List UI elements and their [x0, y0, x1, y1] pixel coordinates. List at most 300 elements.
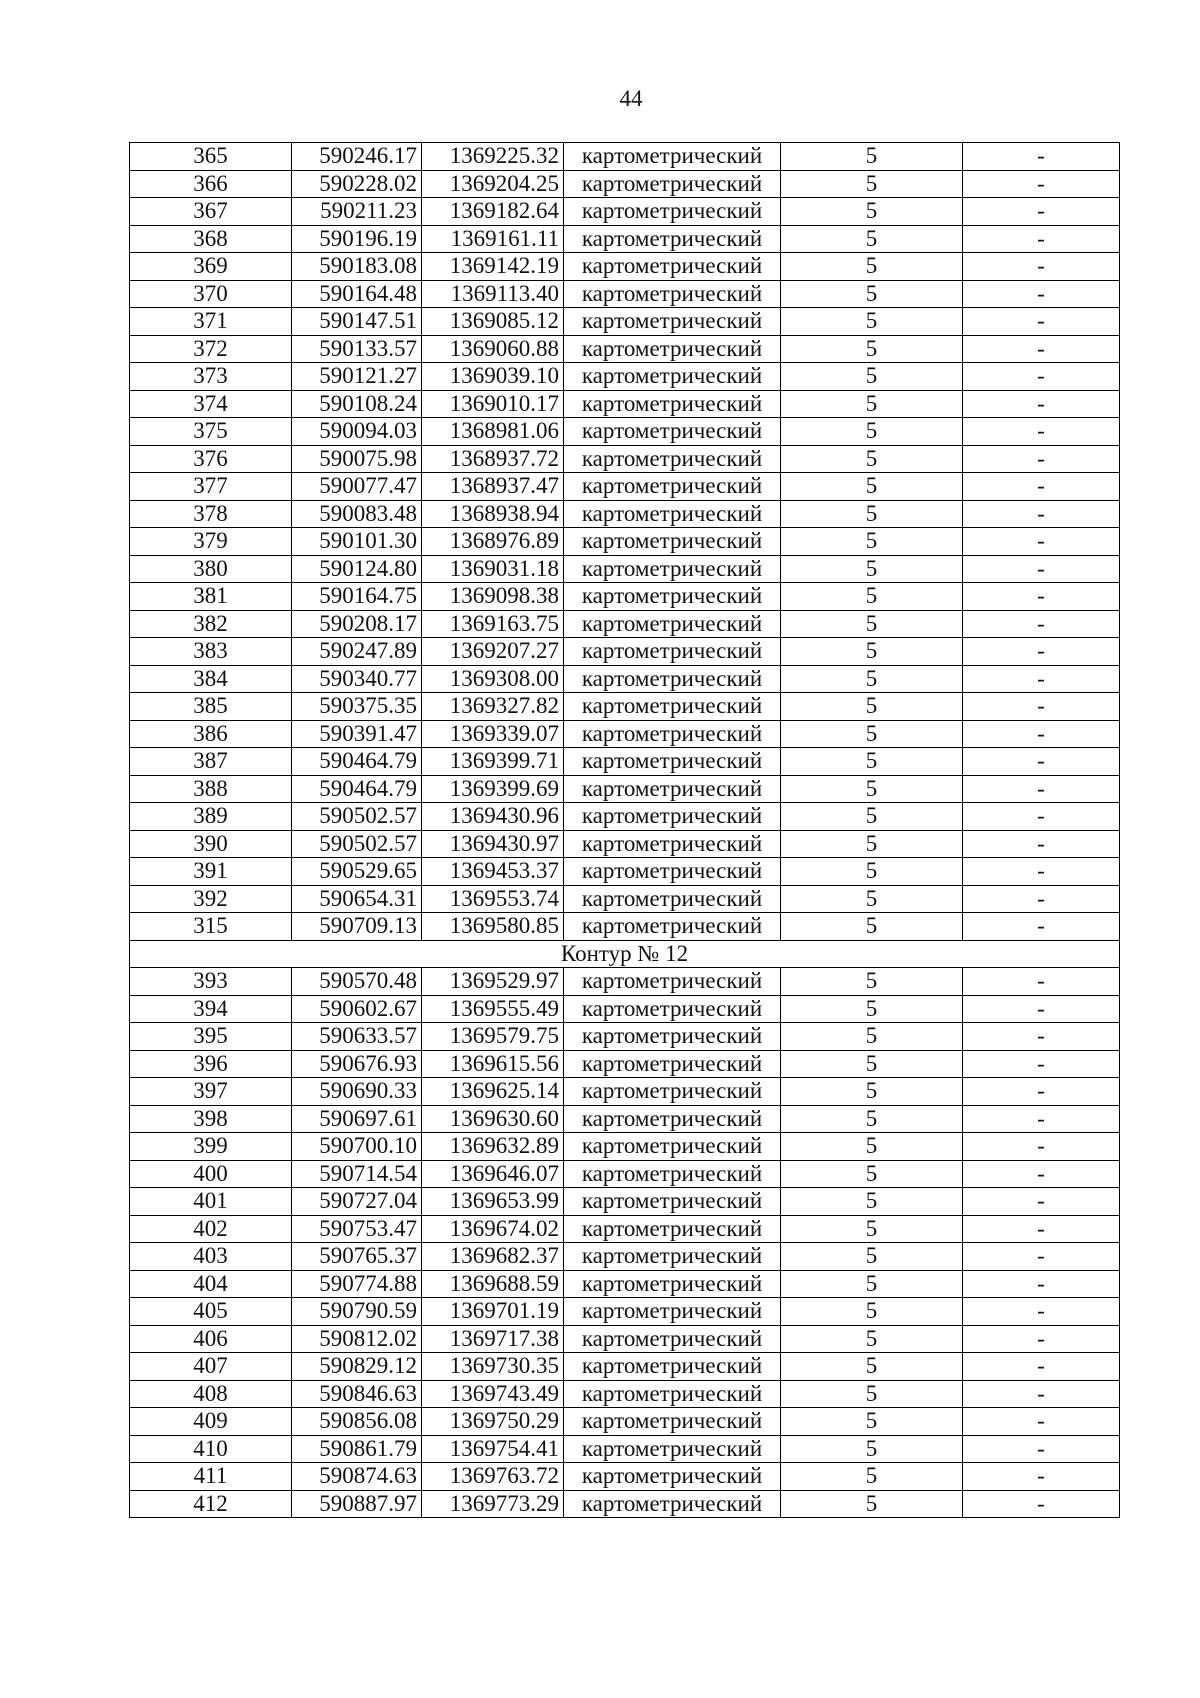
coord-x-cell: 590829.12	[292, 1353, 422, 1381]
contour-title: Контур № 12	[130, 940, 1120, 968]
accuracy-cell: 5	[781, 170, 963, 198]
accuracy-cell: 5	[781, 555, 963, 583]
table-row	[130, 500, 1120, 528]
method-cell: картометрический	[564, 335, 781, 363]
table-row	[130, 225, 1120, 253]
description-cell: -	[963, 1050, 1120, 1078]
method-cell: картометрический	[564, 1215, 781, 1243]
accuracy-cell: 5	[781, 748, 963, 776]
coord-x-cell: 590502.57	[292, 803, 422, 831]
coord-x-cell: 590633.57	[292, 1023, 422, 1051]
description-cell: -	[963, 1188, 1120, 1216]
point-number-cell: 411	[130, 1463, 292, 1491]
coord-y-cell: 1369430.96	[422, 803, 564, 831]
method-cell: картометрический	[564, 225, 781, 253]
description-cell: -	[963, 1133, 1120, 1161]
table-row	[130, 143, 1120, 171]
description-cell: -	[963, 1270, 1120, 1298]
method-cell: картометрический	[564, 308, 781, 336]
point-number-cell: 412	[130, 1490, 292, 1518]
description-cell: -	[963, 830, 1120, 858]
table-row	[130, 1408, 1120, 1436]
description-cell: -	[963, 995, 1120, 1023]
description-cell: -	[963, 528, 1120, 556]
point-number-cell: 407	[130, 1353, 292, 1381]
accuracy-cell: 5	[781, 1325, 963, 1353]
description-cell: -	[963, 253, 1120, 281]
point-number-cell: 387	[130, 748, 292, 776]
description-cell: -	[963, 1325, 1120, 1353]
coord-y-cell: 1369688.59	[422, 1270, 564, 1298]
coord-x-cell: 590108.24	[292, 390, 422, 418]
table-row	[130, 665, 1120, 693]
table-row	[130, 418, 1120, 446]
table-row	[130, 583, 1120, 611]
coord-x-cell: 590529.65	[292, 858, 422, 886]
page-number: 44	[619, 86, 643, 111]
coord-y-cell: 1369327.82	[422, 693, 564, 721]
point-number-cell: 374	[130, 390, 292, 418]
point-number-cell: 369	[130, 253, 292, 281]
accuracy-cell: 5	[781, 858, 963, 886]
table-row	[130, 170, 1120, 198]
table-row	[130, 1133, 1120, 1161]
coord-x-cell: 590121.27	[292, 363, 422, 391]
description-cell: -	[963, 555, 1120, 583]
accuracy-cell: 5	[781, 1380, 963, 1408]
coord-x-cell: 590391.47	[292, 720, 422, 748]
coord-y-cell: 1368938.94	[422, 500, 564, 528]
table-row	[130, 610, 1120, 638]
accuracy-cell: 5	[781, 528, 963, 556]
coord-y-cell: 1369161.11	[422, 225, 564, 253]
method-cell: картометрический	[564, 693, 781, 721]
coord-x-cell: 590075.98	[292, 445, 422, 473]
coord-x-cell: 590697.61	[292, 1105, 422, 1133]
coord-x-cell: 590856.08	[292, 1408, 422, 1436]
table-row	[130, 1215, 1120, 1243]
coord-y-cell: 1369204.25	[422, 170, 564, 198]
coord-y-cell: 1369763.72	[422, 1463, 564, 1491]
coord-x-cell: 590861.79	[292, 1435, 422, 1463]
accuracy-cell: 5	[781, 1023, 963, 1051]
coord-y-cell: 1368981.06	[422, 418, 564, 446]
method-cell: картометрический	[564, 1023, 781, 1051]
method-cell: картометрический	[564, 1463, 781, 1491]
coord-x-cell: 590164.75	[292, 583, 422, 611]
accuracy-cell: 5	[781, 1408, 963, 1436]
table-row	[130, 528, 1120, 556]
accuracy-cell: 5	[781, 335, 963, 363]
coord-x-cell: 590077.47	[292, 473, 422, 501]
method-cell: картометрический	[564, 720, 781, 748]
coord-y-cell: 1369730.35	[422, 1353, 564, 1381]
method-cell: картометрический	[564, 748, 781, 776]
table-row	[130, 968, 1120, 996]
table-row	[130, 830, 1120, 858]
description-cell: -	[963, 1298, 1120, 1326]
point-number-cell: 401	[130, 1188, 292, 1216]
coord-y-cell: 1369754.41	[422, 1435, 564, 1463]
description-cell: -	[963, 858, 1120, 886]
coord-x-cell: 590164.48	[292, 280, 422, 308]
method-cell: картометрический	[564, 858, 781, 886]
method-cell: картометрический	[564, 1050, 781, 1078]
coord-y-cell: 1369399.71	[422, 748, 564, 776]
method-cell: картометрический	[564, 1325, 781, 1353]
table-row	[130, 555, 1120, 583]
accuracy-cell: 5	[781, 308, 963, 336]
method-cell: картометрический	[564, 1243, 781, 1271]
point-number-cell: 380	[130, 555, 292, 583]
table-row	[130, 693, 1120, 721]
coord-y-cell: 1369579.75	[422, 1023, 564, 1051]
accuracy-cell: 5	[781, 1160, 963, 1188]
coord-x-cell: 590790.59	[292, 1298, 422, 1326]
point-number-cell: 399	[130, 1133, 292, 1161]
method-cell: картометрический	[564, 555, 781, 583]
method-cell: картометрический	[564, 363, 781, 391]
table-row	[130, 1463, 1120, 1491]
accuracy-cell: 5	[781, 638, 963, 666]
coord-x-cell: 590124.80	[292, 555, 422, 583]
coord-y-cell: 1369207.27	[422, 638, 564, 666]
description-cell: -	[963, 1380, 1120, 1408]
coordinates-table-body	[130, 143, 1120, 1518]
coord-y-cell: 1369682.37	[422, 1243, 564, 1271]
table-row	[130, 1023, 1120, 1051]
accuracy-cell: 5	[781, 583, 963, 611]
description-cell: -	[963, 665, 1120, 693]
method-cell: картометрический	[564, 390, 781, 418]
coord-y-cell: 1369646.07	[422, 1160, 564, 1188]
coord-y-cell: 1369430.97	[422, 830, 564, 858]
accuracy-cell: 5	[781, 995, 963, 1023]
table-row	[130, 1160, 1120, 1188]
method-cell: картометрический	[564, 1270, 781, 1298]
description-cell: -	[963, 390, 1120, 418]
point-number-cell: 398	[130, 1105, 292, 1133]
coord-x-cell: 590654.31	[292, 885, 422, 913]
accuracy-cell: 5	[781, 720, 963, 748]
coord-x-cell: 590570.48	[292, 968, 422, 996]
coord-y-cell: 1369399.69	[422, 775, 564, 803]
coord-y-cell: 1369674.02	[422, 1215, 564, 1243]
accuracy-cell: 5	[781, 610, 963, 638]
point-number-cell: 392	[130, 885, 292, 913]
table-row	[130, 1490, 1120, 1518]
point-number-cell: 365	[130, 143, 292, 171]
table-row	[130, 775, 1120, 803]
point-number-cell: 377	[130, 473, 292, 501]
method-cell: картометрический	[564, 583, 781, 611]
point-number-cell: 396	[130, 1050, 292, 1078]
point-number-cell: 384	[130, 665, 292, 693]
point-number-cell: 368	[130, 225, 292, 253]
coord-x-cell: 590765.37	[292, 1243, 422, 1271]
accuracy-cell: 5	[781, 1078, 963, 1106]
coord-y-cell: 1369039.10	[422, 363, 564, 391]
accuracy-cell: 5	[781, 225, 963, 253]
coord-x-cell: 590183.08	[292, 253, 422, 281]
method-cell: картометрический	[564, 418, 781, 446]
point-number-cell: 372	[130, 335, 292, 363]
coord-x-cell: 590887.97	[292, 1490, 422, 1518]
accuracy-cell: 5	[781, 885, 963, 913]
coord-y-cell: 1369339.07	[422, 720, 564, 748]
coord-y-cell: 1369555.49	[422, 995, 564, 1023]
table-row	[130, 1270, 1120, 1298]
point-number-cell: 391	[130, 858, 292, 886]
table-row	[130, 335, 1120, 363]
accuracy-cell: 5	[781, 390, 963, 418]
table-row	[130, 638, 1120, 666]
description-cell: -	[963, 363, 1120, 391]
coord-y-cell: 1369615.56	[422, 1050, 564, 1078]
point-number-cell: 370	[130, 280, 292, 308]
coord-x-cell: 590502.57	[292, 830, 422, 858]
table-row	[130, 280, 1120, 308]
coordinates-table	[129, 142, 1120, 1518]
accuracy-cell: 5	[781, 803, 963, 831]
description-cell: -	[963, 308, 1120, 336]
coord-x-cell: 590727.04	[292, 1188, 422, 1216]
accuracy-cell: 5	[781, 198, 963, 226]
coord-x-cell: 590133.57	[292, 335, 422, 363]
coord-x-cell: 590464.79	[292, 748, 422, 776]
method-cell: картометрический	[564, 1078, 781, 1106]
table-row	[130, 1325, 1120, 1353]
accuracy-cell: 5	[781, 363, 963, 391]
accuracy-cell: 5	[781, 968, 963, 996]
method-cell: картометрический	[564, 1408, 781, 1436]
table-row	[130, 995, 1120, 1023]
table-row	[130, 885, 1120, 913]
coord-y-cell: 1369625.14	[422, 1078, 564, 1106]
description-cell: -	[963, 583, 1120, 611]
description-cell: -	[963, 198, 1120, 226]
point-number-cell: 405	[130, 1298, 292, 1326]
coord-y-cell: 1369553.74	[422, 885, 564, 913]
point-number-cell: 375	[130, 418, 292, 446]
point-number-cell: 371	[130, 308, 292, 336]
coord-x-cell: 590340.77	[292, 665, 422, 693]
table-row	[130, 913, 1120, 941]
coord-x-cell: 590196.19	[292, 225, 422, 253]
accuracy-cell: 5	[781, 1243, 963, 1271]
table-row	[130, 1078, 1120, 1106]
coord-y-cell: 1368937.47	[422, 473, 564, 501]
coord-x-cell: 590753.47	[292, 1215, 422, 1243]
table-row	[130, 720, 1120, 748]
method-cell: картометрический	[564, 995, 781, 1023]
point-number-cell: 376	[130, 445, 292, 473]
point-number-cell: 403	[130, 1243, 292, 1271]
method-cell: картометрический	[564, 1160, 781, 1188]
accuracy-cell: 5	[781, 1105, 963, 1133]
coord-y-cell: 1368937.72	[422, 445, 564, 473]
coord-y-cell: 1369308.00	[422, 665, 564, 693]
point-number-cell: 404	[130, 1270, 292, 1298]
coord-y-cell: 1369182.64	[422, 198, 564, 226]
coord-x-cell: 590246.17	[292, 143, 422, 171]
coord-y-cell: 1369701.19	[422, 1298, 564, 1326]
point-number-cell: 390	[130, 830, 292, 858]
point-number-cell: 402	[130, 1215, 292, 1243]
point-number-cell: 393	[130, 968, 292, 996]
accuracy-cell: 5	[781, 500, 963, 528]
coord-x-cell: 590228.02	[292, 170, 422, 198]
point-number-cell: 388	[130, 775, 292, 803]
coord-y-cell: 1369717.38	[422, 1325, 564, 1353]
coord-y-cell: 1369031.18	[422, 555, 564, 583]
coord-x-cell: 590690.33	[292, 1078, 422, 1106]
accuracy-cell: 5	[781, 1463, 963, 1491]
coord-y-cell: 1369010.17	[422, 390, 564, 418]
description-cell: -	[963, 720, 1120, 748]
coord-x-cell: 590211.23	[292, 198, 422, 226]
description-cell: -	[963, 1023, 1120, 1051]
method-cell: картометрический	[564, 610, 781, 638]
accuracy-cell: 5	[781, 445, 963, 473]
point-number-cell: 400	[130, 1160, 292, 1188]
table-row	[130, 253, 1120, 281]
description-cell: -	[963, 280, 1120, 308]
accuracy-cell: 5	[781, 1353, 963, 1381]
description-cell: -	[963, 1353, 1120, 1381]
point-number-cell: 366	[130, 170, 292, 198]
contour-header-row	[130, 940, 1120, 968]
point-number-cell: 408	[130, 1380, 292, 1408]
description-cell: -	[963, 335, 1120, 363]
description-cell: -	[963, 610, 1120, 638]
description-cell: -	[963, 170, 1120, 198]
coord-y-cell: 1369453.37	[422, 858, 564, 886]
point-number-cell: 406	[130, 1325, 292, 1353]
accuracy-cell: 5	[781, 1490, 963, 1518]
table-row	[130, 748, 1120, 776]
accuracy-cell: 5	[781, 1133, 963, 1161]
accuracy-cell: 5	[781, 830, 963, 858]
point-number-cell: 385	[130, 693, 292, 721]
description-cell: -	[963, 473, 1120, 501]
accuracy-cell: 5	[781, 473, 963, 501]
accuracy-cell: 5	[781, 253, 963, 281]
point-number-cell: 397	[130, 1078, 292, 1106]
description-cell: -	[963, 913, 1120, 941]
point-number-cell: 395	[130, 1023, 292, 1051]
coord-x-cell: 590101.30	[292, 528, 422, 556]
method-cell: картометрический	[564, 1105, 781, 1133]
description-cell: -	[963, 638, 1120, 666]
point-number-cell: 382	[130, 610, 292, 638]
description-cell: -	[963, 1490, 1120, 1518]
coord-y-cell: 1369529.97	[422, 968, 564, 996]
table-row	[130, 390, 1120, 418]
table-row	[130, 363, 1120, 391]
coord-y-cell: 1369163.75	[422, 610, 564, 638]
accuracy-cell: 5	[781, 1270, 963, 1298]
description-cell: -	[963, 885, 1120, 913]
point-number-cell: 383	[130, 638, 292, 666]
point-number-cell: 386	[130, 720, 292, 748]
coord-x-cell: 590602.67	[292, 995, 422, 1023]
coord-y-cell: 1369630.60	[422, 1105, 564, 1133]
coord-x-cell: 590812.02	[292, 1325, 422, 1353]
description-cell: -	[963, 775, 1120, 803]
coord-x-cell: 590247.89	[292, 638, 422, 666]
description-cell: -	[963, 693, 1120, 721]
accuracy-cell: 5	[781, 418, 963, 446]
coord-y-cell: 1369743.49	[422, 1380, 564, 1408]
method-cell: картометрический	[564, 1298, 781, 1326]
coord-x-cell: 590709.13	[292, 913, 422, 941]
coord-y-cell: 1369085.12	[422, 308, 564, 336]
coord-y-cell: 1369060.88	[422, 335, 564, 363]
coord-y-cell: 1369773.29	[422, 1490, 564, 1518]
point-number-cell: 409	[130, 1408, 292, 1436]
point-number-cell: 367	[130, 198, 292, 226]
coord-x-cell: 590700.10	[292, 1133, 422, 1161]
description-cell: -	[963, 748, 1120, 776]
coord-y-cell: 1369580.85	[422, 913, 564, 941]
method-cell: картометрический	[564, 1133, 781, 1161]
description-cell: -	[963, 968, 1120, 996]
method-cell: картометрический	[564, 198, 781, 226]
description-cell: -	[963, 1215, 1120, 1243]
description-cell: -	[963, 1078, 1120, 1106]
accuracy-cell: 5	[781, 913, 963, 941]
coord-x-cell: 590846.63	[292, 1380, 422, 1408]
point-number-cell: 379	[130, 528, 292, 556]
description-cell: -	[963, 1160, 1120, 1188]
accuracy-cell: 5	[781, 1215, 963, 1243]
description-cell: -	[963, 1463, 1120, 1491]
point-number-cell: 381	[130, 583, 292, 611]
table-row	[130, 858, 1120, 886]
table-row	[130, 198, 1120, 226]
table-row	[130, 1105, 1120, 1133]
point-number-cell: 394	[130, 995, 292, 1023]
accuracy-cell: 5	[781, 775, 963, 803]
accuracy-cell: 5	[781, 280, 963, 308]
accuracy-cell: 5	[781, 1050, 963, 1078]
coord-y-cell: 1369113.40	[422, 280, 564, 308]
point-number-cell: 315	[130, 913, 292, 941]
table-row	[130, 1298, 1120, 1326]
accuracy-cell: 5	[781, 1298, 963, 1326]
coord-x-cell: 590464.79	[292, 775, 422, 803]
coord-x-cell: 590208.17	[292, 610, 422, 638]
table-row	[130, 1435, 1120, 1463]
accuracy-cell: 5	[781, 1188, 963, 1216]
method-cell: картометрический	[564, 803, 781, 831]
table-row	[130, 1050, 1120, 1078]
coord-y-cell: 1369225.32	[422, 143, 564, 171]
point-number-cell: 378	[130, 500, 292, 528]
description-cell: -	[963, 1243, 1120, 1271]
point-number-cell: 410	[130, 1435, 292, 1463]
description-cell: -	[963, 143, 1120, 171]
method-cell: картометрический	[564, 830, 781, 858]
coord-y-cell: 1369142.19	[422, 253, 564, 281]
method-cell: картометрический	[564, 913, 781, 941]
description-cell: -	[963, 1408, 1120, 1436]
method-cell: картометрический	[564, 1490, 781, 1518]
method-cell: картометрический	[564, 170, 781, 198]
coord-x-cell: 590676.93	[292, 1050, 422, 1078]
method-cell: картометрический	[564, 445, 781, 473]
